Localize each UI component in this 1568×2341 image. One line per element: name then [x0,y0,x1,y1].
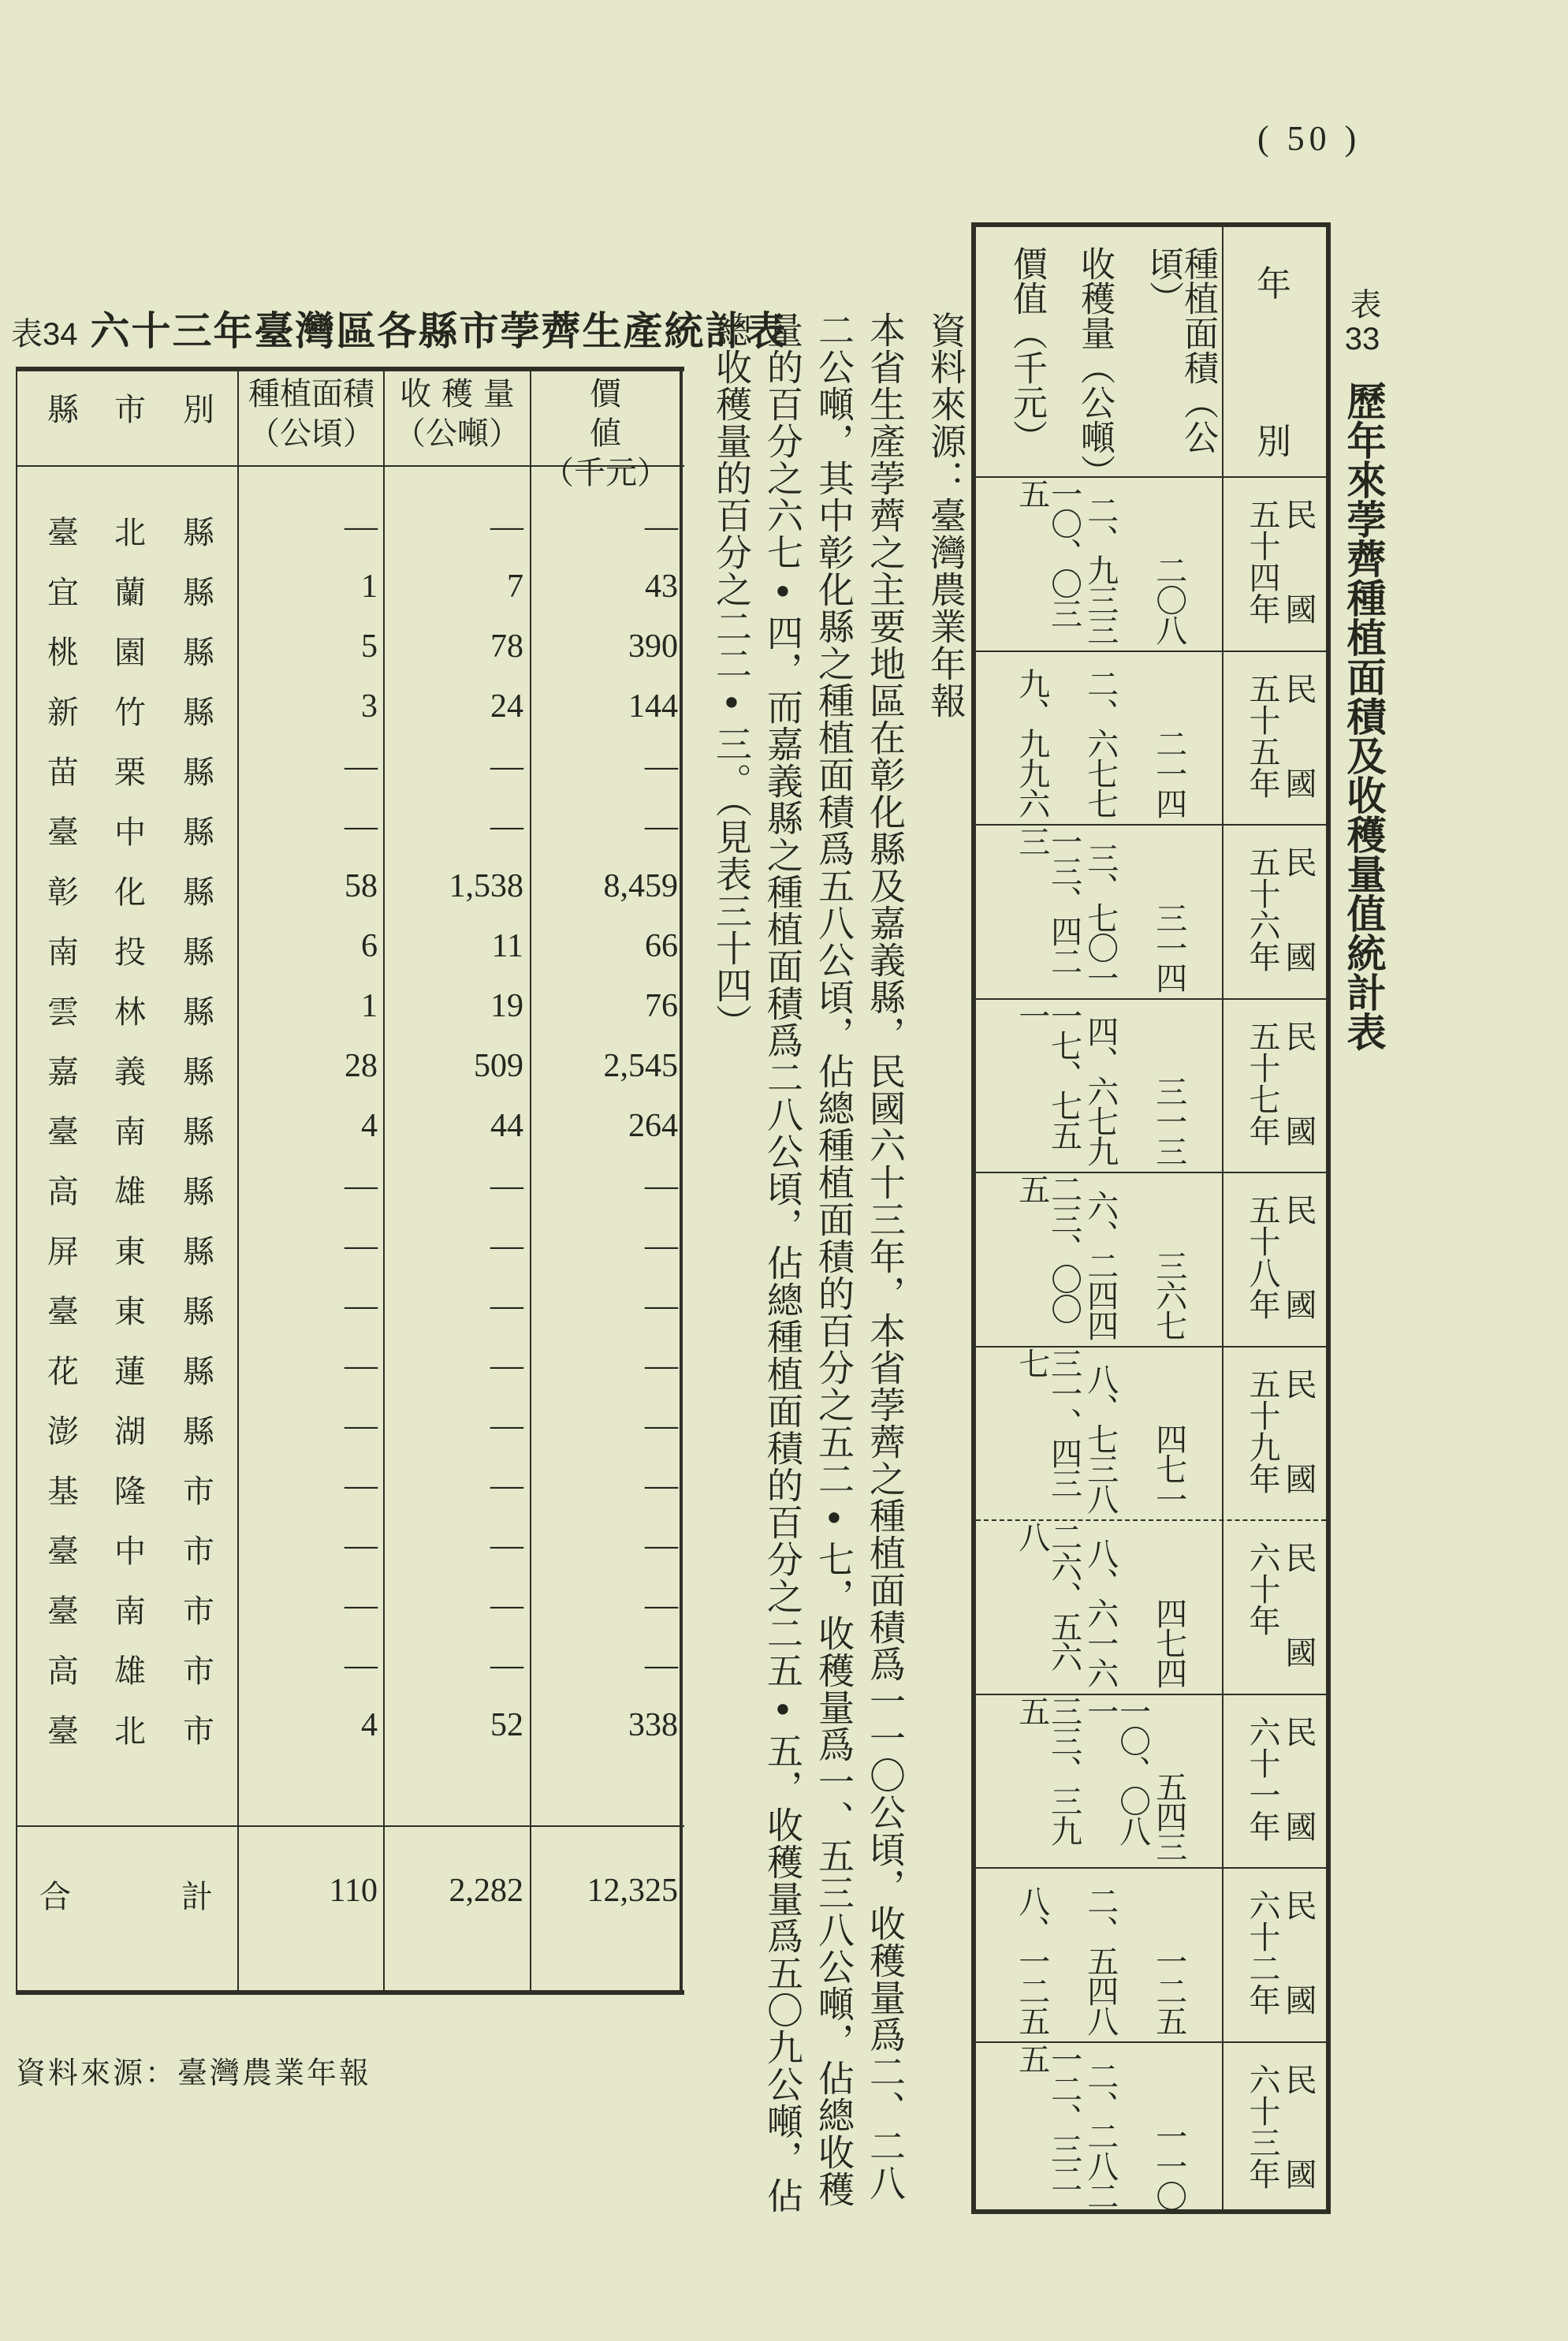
table34-row [16,677,684,736]
cell-yield: — [490,1228,523,1264]
cell-yield: 24 [490,688,523,725]
cell-value: 一〇、〇三五 [1013,478,1082,628]
region-char-3: 縣 [183,934,214,971]
cell-value: 264 [628,1108,678,1144]
region-char-1: 臺 [47,1713,79,1750]
cell-area: 1 [361,568,378,605]
cell-area: 五四三 [1150,1771,1187,1861]
region-char-3: 市 [183,1534,214,1570]
region-char-3: 縣 [183,874,214,911]
cell-yield: — [490,748,523,785]
region-char-1: 彰 [47,874,79,911]
table34-row [16,497,684,557]
table34-row [16,1336,684,1396]
middle-source-note: 資料來源：臺灣農業年報 [925,311,967,719]
region-char-2: 蘭 [114,575,146,611]
table33-row [976,826,1326,1000]
region-char-3: 縣 [183,575,214,611]
region-char-3: 縣 [183,994,214,1031]
table34-row [16,1216,684,1276]
table33-row [976,1521,1326,1695]
region-char-2: 東 [114,1294,146,1330]
cell-value: 390 [628,628,678,665]
region-char-1: 高 [47,1653,79,1690]
region-char-2: 中 [114,815,146,851]
table34-row [16,1396,684,1456]
cell-value: 338 [628,1707,678,1743]
cell-yield: 三、七〇一 [1082,841,1119,992]
cell-yield: — [490,1647,523,1683]
middle-text-block [706,311,971,2220]
year-label: 民 國五十五年 [1244,672,1317,799]
region-char-2: 園 [114,635,146,671]
cell-yield: — [490,1348,523,1384]
total-area: 110 [329,1873,378,1909]
cell-area: 四七四 [1150,1597,1187,1687]
cell-area: — [345,1467,378,1504]
table34-row [16,617,684,677]
region-char-2: 林 [114,994,146,1031]
region-char-1: 南 [47,934,79,971]
table34-row [16,1156,684,1216]
region-char-3: 縣 [183,515,214,551]
cell-value: — [645,509,678,545]
region-char-2: 北 [114,1713,146,1750]
table33-row [976,1000,1326,1174]
cell-yield: — [490,1168,523,1204]
header-year: 年 別 [1257,264,1291,462]
region-char-1: 嘉 [47,1054,79,1090]
table34-top-rule [16,367,684,371]
cell-value: — [645,1228,678,1264]
table34-row [16,796,684,856]
region-char-2: 北 [114,515,146,551]
cell-area: — [345,1288,378,1324]
cell-yield: — [490,808,523,844]
cell-area: 28 [345,1048,378,1084]
table34-row [16,1515,684,1575]
cell-yield: — [490,1587,523,1623]
year-label: 民 國五十七年 [1244,1020,1317,1146]
table34-title-block [11,300,788,356]
cell-area: 1 [361,988,378,1024]
cell-area: — [345,748,378,785]
table34-header-area: 種植面積 （公頃） [248,376,374,452]
cell-yield: 四、六七九 [1082,1016,1119,1165]
year-label: 民 國六十年 [1244,1541,1317,1668]
table33-header-row [976,227,1326,489]
cell-area: 一一〇 [1150,2120,1187,2210]
cell-yield: 一〇、〇八一 [1082,1694,1151,1845]
cell-value: 2,545 [603,1048,678,1084]
region-char-1: 高 [47,1174,79,1210]
cell-value: — [645,1407,678,1444]
region-char-1: 宜 [47,575,79,611]
table33-title-block [1340,288,1387,1051]
cell-area: — [345,1228,378,1264]
cell-area: 三一三 [1150,1075,1187,1165]
cell-value: 66 [645,928,678,964]
region-char-1: 臺 [47,1114,79,1150]
region-char-2: 隆 [114,1474,146,1510]
total-yield: 2,282 [449,1873,523,1909]
region-char-3: 縣 [183,815,214,851]
region-char-1: 苗 [47,755,79,791]
region-char-3: 縣 [183,695,214,731]
cell-area: — [345,1587,378,1623]
cell-area: 58 [345,868,378,904]
cell-yield: 78 [490,628,523,665]
cell-value: — [645,1168,678,1204]
table33-row [976,1695,1326,1869]
cell-yield: — [490,1288,523,1324]
cell-value: — [645,1467,678,1504]
cell-yield: 44 [490,1108,523,1144]
region-char-3: 縣 [183,1294,214,1330]
region-char-3: 縣 [183,1114,214,1150]
cell-value: 一三、四二三 [1013,826,1082,975]
table34-row [16,1276,684,1336]
cell-value: — [645,1348,678,1384]
header-area: 種植面積（公頃） [1143,246,1218,454]
cell-area: 4 [361,1108,378,1144]
middle-paragraph: 本省生產荸薺之主要地區在彰化縣及嘉義縣，民國六十三年，本省荸薺之種植面積爲一一〇公頃，收穫量爲二、二八二公噸，其中彰化縣之種植面積爲五八公頃，佔總種植面積的百分之五二•七，收穫量爲一、五三八公噸，佔總收穫量的百分之六七•四，而嘉義縣之種植面積爲二八公頃，佔總種植面積的百分之二五•五，收穫量爲五〇九公噸，佔總收穫量的百分之二二•三。（見表三十四） [710,311,907,2214]
table33-row [976,2043,1326,2217]
region-char-1: 花 [47,1354,79,1390]
cell-value: 二六、五六八 [1013,1521,1082,1671]
table34-row [16,1695,684,1755]
region-char-2: 栗 [114,755,146,791]
cell-yield: 11 [491,928,523,964]
cell-value: 8,459 [603,868,678,904]
table34-row [16,557,684,617]
cell-value: — [645,1288,678,1324]
total-label-1: 合 [39,1879,71,1915]
table33 [971,222,1331,2214]
table33-row [976,1869,1326,2043]
cell-yield: 19 [490,988,523,1024]
cell-value: 九、九九六 [1013,668,1050,818]
region-char-2: 投 [114,934,146,971]
cell-yield: 八、七三八 [1082,1363,1119,1513]
cell-yield: — [490,1527,523,1564]
table33-title: 歷年來荸薺種植面積及收穫量值統計表 [1340,381,1387,1051]
cell-value: 三三、三九五 [1013,1694,1082,1845]
region-char-2: 雄 [114,1653,146,1690]
table34-row [16,1036,684,1096]
table34-header-yield: 收 穫 量 （公噸） [394,376,520,452]
cell-yield: — [490,1407,523,1444]
cell-area: 四七一 [1150,1423,1187,1513]
cell-area: — [345,808,378,844]
year-label: 民 國六十一年 [1244,1715,1317,1842]
region-char-3: 縣 [183,1414,214,1450]
region-char-1: 雲 [47,994,79,1031]
cell-yield: 二、六七七 [1082,668,1119,818]
cell-area: 三一四 [1150,901,1187,992]
cell-area: 4 [361,1707,378,1743]
cell-area: 一二五 [1150,1944,1187,2035]
region-char-1: 臺 [47,515,79,551]
cell-yield: — [490,509,523,545]
header-yield: 收穫量（公噸） [1075,246,1115,489]
cell-value: — [645,748,678,785]
table34-row [16,1575,684,1635]
table34-row [16,736,684,796]
cell-yield: 509 [474,1048,523,1084]
table33-label-prefix: 表 [1345,288,1381,319]
table34-row [16,856,684,916]
table34-bottom-rule [16,1990,684,1995]
region-char-1: 桃 [47,635,79,671]
year-label: 民 國五十八年 [1244,1194,1317,1320]
cell-value: 144 [628,688,678,725]
cell-yield: — [490,1467,523,1504]
total-value: 12,325 [587,1873,678,1909]
region-char-2: 義 [114,1054,146,1090]
table34-source-note: 資料來源：臺灣農業年報 [16,2056,372,2090]
table34-row [16,976,684,1036]
cell-value: — [645,1527,678,1564]
year-label: 民 國六十二年 [1244,1889,1317,2015]
region-char-3: 縣 [183,1234,214,1270]
cell-value: 一七、七五一 [1013,999,1082,1150]
total-label-2: 計 [181,1879,213,1915]
table34-row [16,1096,684,1156]
region-char-3: 市 [183,1474,214,1510]
cell-area: 6 [361,928,378,964]
cell-value: 八、一二五 [1013,1884,1050,2035]
region-char-2: 化 [114,874,146,911]
cell-yield: 六、二四四 [1082,1189,1119,1340]
table34-row [16,916,684,976]
table33-row [976,478,1326,652]
header-value: 價值（千元） [1007,246,1047,454]
table34-label: 表34 [11,317,78,352]
region-char-3: 縣 [183,1354,214,1390]
region-char-3: 縣 [183,755,214,791]
region-char-3: 縣 [183,1174,214,1210]
table33-row [976,1173,1326,1348]
region-char-3: 市 [183,1653,214,1690]
cell-area: — [345,1527,378,1564]
cell-area: 二一四 [1150,728,1187,818]
cell-value: — [645,808,678,844]
region-char-2: 南 [114,1594,146,1630]
region-char-1: 臺 [47,1294,79,1330]
table34-total-rule [16,1825,684,1827]
cell-value: 三一、四三七 [1013,1347,1082,1497]
table34-row [16,1456,684,1515]
region-char-3: 市 [183,1594,214,1630]
table34-row [16,1635,684,1695]
cell-value: 43 [645,568,678,605]
table33-row [976,1348,1326,1522]
table34-header-value: 價 値 （千元） [542,376,716,491]
table33-label-number: 33 [1344,322,1380,356]
region-char-3: 市 [183,1713,214,1750]
region-char-2: 竹 [114,695,146,731]
page-number: ( 50 ) [1257,119,1361,158]
cell-area: — [345,1168,378,1204]
year-label: 民 國五十四年 [1244,498,1317,624]
region-char-2: 南 [114,1114,146,1150]
region-char-2: 湖 [114,1414,146,1450]
cell-area: 三六七 [1150,1249,1187,1340]
region-char-2: 東 [114,1234,146,1270]
cell-area: 二〇八 [1150,554,1187,644]
cell-yield: 二、二八二 [1082,2060,1119,2210]
table33-row [976,652,1326,826]
cell-area: — [345,1348,378,1384]
cell-area: 3 [361,688,378,725]
cell-yield: 八、六一六 [1082,1537,1119,1687]
region-char-1: 基 [47,1474,79,1510]
year-label: 民 國五十六年 [1244,846,1317,972]
cell-value: — [645,1587,678,1623]
region-char-2: 雄 [114,1174,146,1210]
year-label: 民 國六十三年 [1244,2063,1317,2190]
cell-area: — [345,509,378,545]
region-char-1: 屏 [47,1234,79,1270]
region-char-2: 中 [114,1534,146,1570]
year-label: 民 國五十九年 [1244,1367,1317,1494]
region-char-1: 臺 [47,1594,79,1630]
cell-yield: 二、九三三 [1082,494,1119,644]
region-char-1: 臺 [47,1534,79,1570]
cell-value: 二三、〇〇五 [1013,1173,1082,1323]
region-char-1: 新 [47,695,79,731]
cell-value: — [645,1647,678,1683]
region-char-1: 澎 [47,1414,79,1450]
region-char-2: 蓮 [114,1354,146,1390]
region-char-1: 臺 [47,815,79,851]
table34: 縣 市 別 種植面積 （公頃） 收 穫 量 （公噸） 價 値 （千元） 臺 北 縣 — — — 宜 蘭 縣 1 7 43 桃 園 縣 5 78 390 新 竹 縣 3 24 144 苗 栗 縣 — — — 臺 中 縣 — — — 彰 化 縣 58 1,538 8,459 南 投 縣 6 11 66 雲 林 縣 1 19 76 嘉 義 縣 28 509 2,545 臺 南 縣 4 44 264 高 雄 縣 — — — 屏 東 縣 — — — 臺 東 縣 — — — 花 蓮 縣 — — — 澎 湖 縣 — — — 基 隆 市 — — — 臺 中 市 — — — 臺 南 市 — — — 高 雄 市 — — — 臺 北 市 4 52 338 合 計 110 2,282 12,325 [16,367,684,1995]
cell-yield: 52 [490,1707,523,1743]
cell-value: 一二、三二五 [1013,2042,1082,2193]
cell-area: — [345,1407,378,1444]
cell-yield: 7 [507,568,523,605]
cell-value: 76 [645,988,678,1024]
cell-yield: 1,538 [449,868,523,904]
cell-yield: 二、五四八 [1082,1884,1119,2035]
region-char-3: 縣 [183,635,214,671]
table34-total-row [16,1861,684,1921]
table34-title: 六十三年臺灣區各縣市荸薺生產統計表 [90,308,788,354]
region-char-3: 縣 [183,1054,214,1090]
cell-area: — [345,1647,378,1683]
cell-area: 5 [361,628,378,665]
